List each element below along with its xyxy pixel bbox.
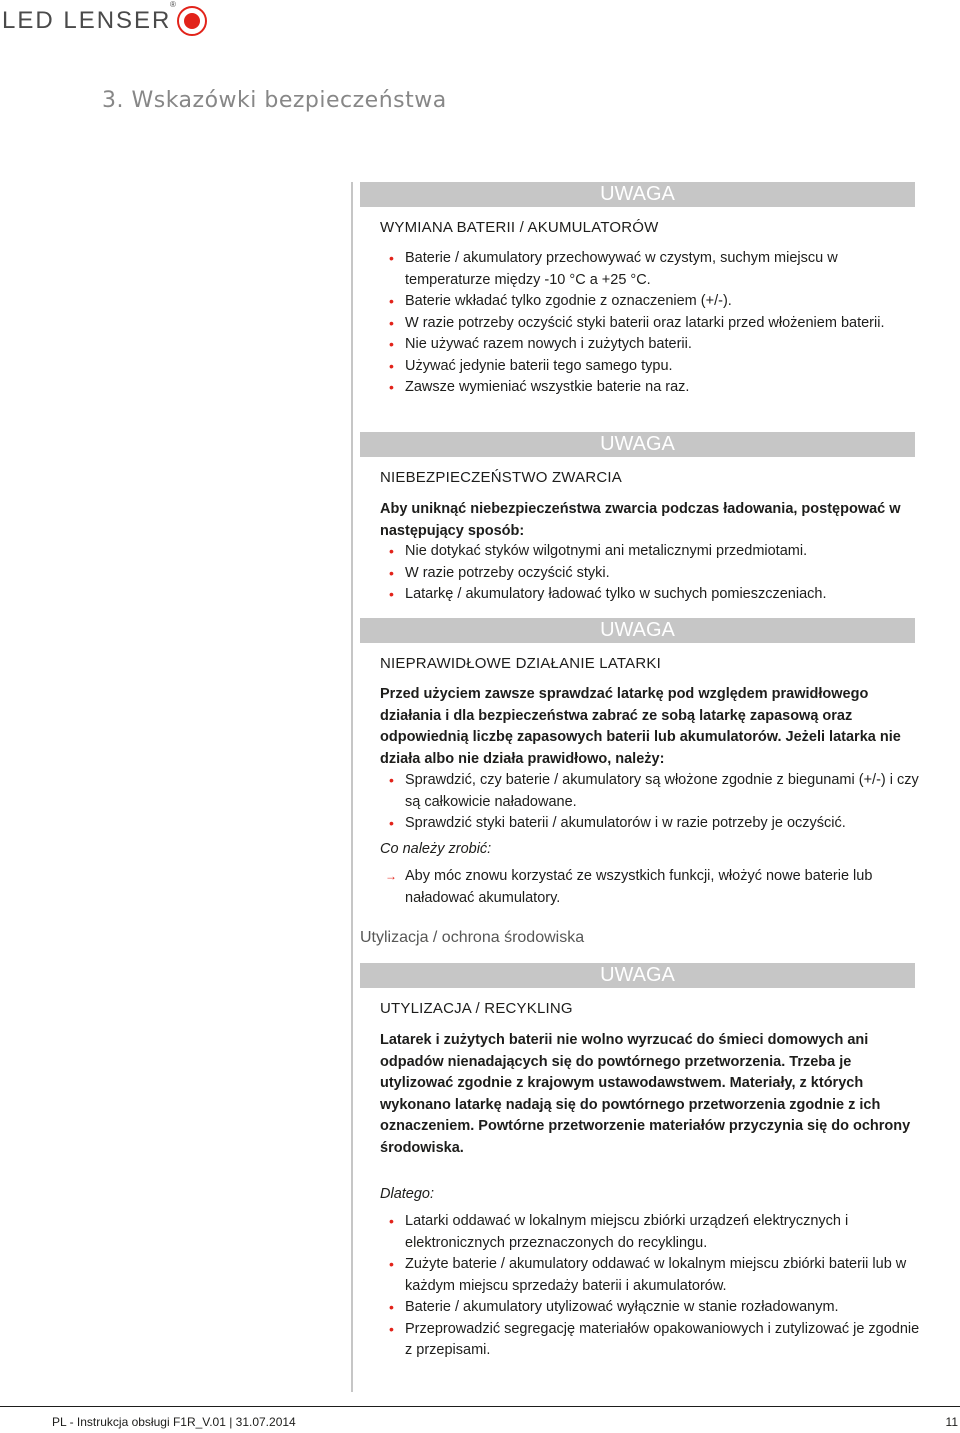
- list-item: • Sprawdzić, czy baterie / akumulatory są włożone zgodnie z biegunami (+/-) i czy są całkowicie naładowane.: [380, 770, 920, 813]
- logo-registered-mark: ®: [170, 0, 176, 9]
- battery-instructions-list: [380, 248, 920, 399]
- recycling-list: [380, 1211, 920, 1362]
- section-heading: NIEBEZPIECZEŃSTWO ZWARCIA: [380, 469, 622, 486]
- what-to-do-label: Co należy zrobić:: [380, 841, 492, 857]
- warning-banner: UWAGA: [360, 618, 915, 643]
- logo-mark-icon: [177, 6, 207, 36]
- what-to-do-list: [380, 866, 920, 909]
- section-heading: WYMIANA BATERII / AKUMULATORÓW: [380, 219, 659, 236]
- list-item: • Baterie wkładać tylko zgodnie z oznaczeniem (+/-).: [380, 291, 920, 313]
- list-item: • Nie dotykać styków wilgotnymi ani metalicznymi przedmiotami.: [380, 541, 920, 563]
- warning-banner: UWAGA: [360, 182, 915, 207]
- list-item: • Zużyte baterie / akumulatory oddawać w lokalnym miejscu zbiórki baterii lub w każdym miejscu sprzedaży baterii i akumulatorów.: [380, 1254, 920, 1297]
- page-footer: [0, 1406, 960, 1433]
- logo-text: LED LENSER: [2, 7, 172, 34]
- list-item: • Używać jedynie baterii tego samego typu.: [380, 356, 920, 378]
- section-intro: Przed użyciem zawsze sprawdzać latarkę pod względem prawidłowego działania i dla bezpieczeństwa zabrać ze sobą latarkę zapasową oraz odpowiednią liczbę zapasowych baterii lub akumulatorów. Jeżeli latarka nie działa albo nie działa prawidłowo, należy:: [380, 686, 901, 767]
- list-item: • W razie potrzeby oczyścić styki.: [380, 563, 920, 585]
- brand-logo: [2, 5, 207, 37]
- short-circuit-list: [380, 541, 920, 606]
- section-intro: Latarek i zużytych baterii nie wolno wyrzucać do śmieci domowych ani odpadów nienadających się do powtórnego przetworzenia. Trzeba je utylizować zgodnie z krajowym ustawodawstwem. Materiały, z których wykonano latarkę nadają się do powtórnego przetworzenia zgodnie z ich oznaczeniem. Powtórne przetworzenie materiałów przyczynia się do ochrony środowiska.: [380, 1032, 911, 1156]
- warning-banner: UWAGA: [360, 963, 915, 988]
- list-item: → Aby móc znowu korzystać ze wszystkich funkcji, włożyć nowe baterie lub naładować akumulatory.: [380, 866, 920, 909]
- page-number: 11: [945, 1415, 958, 1429]
- list-item: • Latarkę / akumulatory ładować tylko w suchych pomieszczeniach.: [380, 584, 920, 606]
- list-item: • Baterie / akumulatory przechowywać w czystym, suchym miejscu w temperaturze między -10 °C a +25 °C.: [380, 248, 920, 291]
- warning-banner: UWAGA: [360, 432, 915, 457]
- section-heading: NIEPRAWIDŁOWE DZIAŁANIE LATARKI: [380, 655, 661, 672]
- list-item: • Latarki oddawać w lokalnym miejscu zbiórki urządzeń elektrycznych i elektronicznych przeznaczonych do recyklingu.: [380, 1211, 920, 1254]
- malfunction-checks-list: [380, 770, 920, 835]
- page-title: 3. Wskazówki bezpieczeństwa: [102, 88, 447, 113]
- list-item: • Nie używać razem nowych i zużytych baterii.: [380, 334, 920, 356]
- therefore-label: Dlatego:: [380, 1186, 435, 1202]
- footer-document-info: PL - Instrukcja obsługi F1R_V.01 | 31.07.2014: [52, 1415, 296, 1429]
- list-item: • Przeprowadzić segregację materiałów opakowaniowych i zutylizować je zgodnie z przepisami.: [380, 1319, 920, 1362]
- list-item: • W razie potrzeby oczyścić styki baterii oraz latarki przed włożeniem baterii.: [380, 313, 920, 335]
- list-item: • Zawsze wymieniać wszystkie baterie na raz.: [380, 377, 920, 399]
- list-item: • Sprawdzić styki baterii / akumulatorów i w razie potrzeby je oczyścić.: [380, 813, 920, 835]
- section-intro: Aby uniknąć niebezpieczeństwa zwarcia podczas ładowania, postępować w następujący sposób:: [380, 501, 901, 539]
- list-item: • Baterie / akumulatory utylizować wyłącznie w stanie rozładowanym.: [380, 1297, 920, 1319]
- subsection-title: Utylizacja / ochrona środowiska: [360, 929, 585, 946]
- section-heading: UTYLIZACJA / RECYKLING: [380, 1000, 573, 1017]
- column-divider: [351, 182, 353, 1392]
